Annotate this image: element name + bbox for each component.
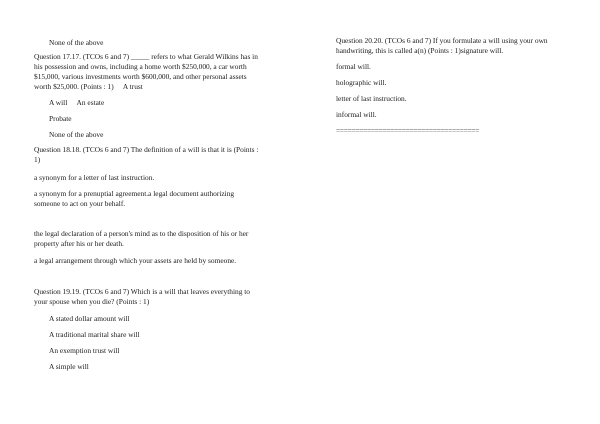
q16-option-none: None of the above — [49, 38, 104, 47]
q18-option-b: a synonym for a prenuptial agreement.a legal document authorizing someone to act on your behalf. — [34, 189, 235, 208]
q20-option-letter: letter of last instruction. — [336, 94, 407, 103]
q20-stem: Question 20.20. (TCOs 6 and 7) If you formulate a will using your own handwriting, this is called a(n) (Points : 1)signature will. — [336, 36, 548, 55]
q20-option-informal: informal will. — [336, 110, 377, 119]
q18-stem: Question 18.18. (TCOs 6 and 7) The definition of a will is that it is (Points : 1) — [34, 145, 259, 164]
q18-option-c: the legal declaration of a person's mind as to the disposition of his or her property after his or her death. — [34, 229, 249, 248]
q20-option-holographic: holographic will. — [336, 78, 387, 87]
q17-option-estate: An estate — [76, 98, 105, 107]
q18-option-d: a legal arrangement through which your assets are held by someone. — [34, 256, 237, 265]
q19-stem: Question 19.19. (TCOs 6 and 7) Which is a will that leaves everything to your spouse when you die? (Points : 1) — [34, 287, 250, 306]
q17-option-probate: Probate — [49, 114, 72, 123]
q17-stem: Question 17.17. (TCOs 6 and 7) _____ refers to what Gerald Wilkins has in his possession and owns, including a home worth $250,000, a car worth $15,000, various investments worth $600,000, and other personal assets worth $25,000. (Points : 1) A trust — [34, 52, 258, 91]
q20-option-formal: formal will. — [336, 62, 371, 71]
q17-option-none: None of the above — [49, 130, 104, 139]
q19-option-a: A stated dollar amount will — [49, 314, 130, 323]
q19-option-c: An exemption trust will — [49, 346, 120, 355]
separator-line: ===================================== — [336, 126, 480, 135]
q17-option-trust: A trust — [122, 82, 143, 91]
q17-option-will: A will An estate — [49, 98, 105, 107]
q18-option-a: a synonym for a letter of last instruction. — [34, 173, 155, 182]
q19-option-d: A simple will — [49, 362, 89, 371]
q20-option-signature: signature will. — [460, 46, 504, 55]
q19-option-b: A traditional marital share will — [49, 330, 140, 339]
